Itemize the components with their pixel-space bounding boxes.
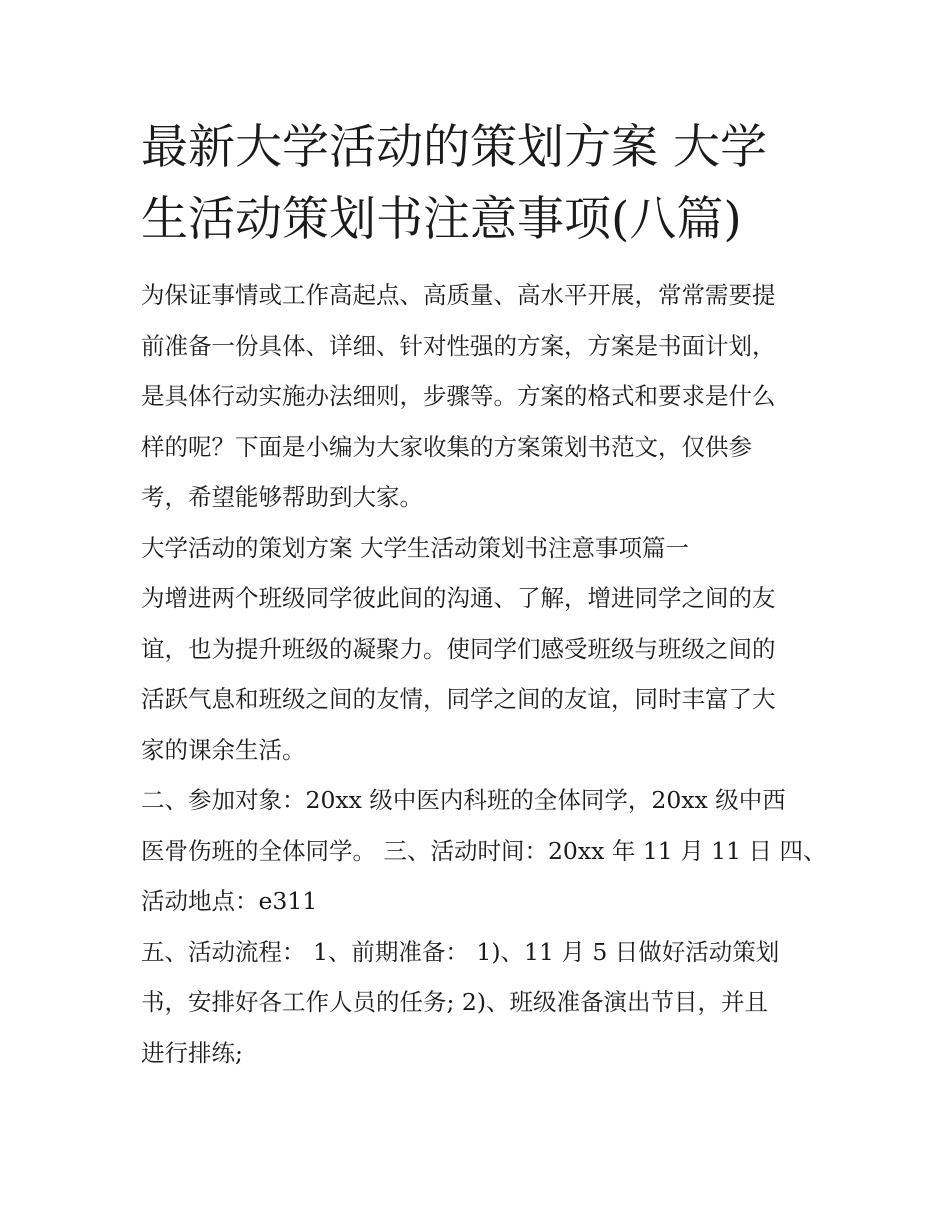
section-heading: 大学活动的策划方案 大学生活动策划书注意事项篇一 [141,533,689,562]
intro-line: 考，希望能够帮助到大家。 [141,483,423,511]
paragraph-line: 家的课余生活。 [141,735,306,764]
document-body [141,270,827,1078]
paragraph-line: 为增进两个班级同学彼此间的沟通、了解，增进同学之间的友 [141,584,776,612]
paragraph-line: 五、活动流程： 1、前期准备： 1)、11 月 5 日做好活动策划 [141,937,780,966]
paragraph-line: 谊，也为提升班级的凝聚力。使同学们感受班级与班级之间的 [141,634,776,663]
intro-line: 是具体行动实施办法细则，步骤等。方案的格式和要求是什么 [141,382,776,410]
paragraph-line: 活跃气息和班级之间的友情，同学之间的友谊，同时丰富了大 [141,685,776,713]
paragraph-line: 书，安排好各工作人员的任务; 2)、班级准备演出节目，并且 [141,988,769,1016]
document-content [141,112,827,1078]
paragraph-line: 活动地点：e311 [141,887,318,915]
paragraph-line: 医骨伤班的全体同学。 三、活动时间：20xx 年 11 月 11 日 四、 [141,836,827,865]
paragraph-line: 二、参加对象：20xx 级中医内科班的全体同学，20xx 级中西 [141,786,786,814]
intro-line: 为保证事情或工作高起点、高质量、高水平开展，常常需要提 [141,281,776,309]
paragraph-line: 进行排练; [141,1038,243,1067]
title-line: 最新大学活动的策划方案 大学 [141,120,767,175]
intro-line: 样的呢？下面是小编为大家收集的方案策划书范文，仅供参 [141,432,752,461]
intro-line: 前准备一份具体、详细、针对性强的方案，方案是书面计划， [141,331,776,360]
title-line: 生活动策划书注意事项(八篇) [141,192,742,247]
document-title [141,112,821,256]
